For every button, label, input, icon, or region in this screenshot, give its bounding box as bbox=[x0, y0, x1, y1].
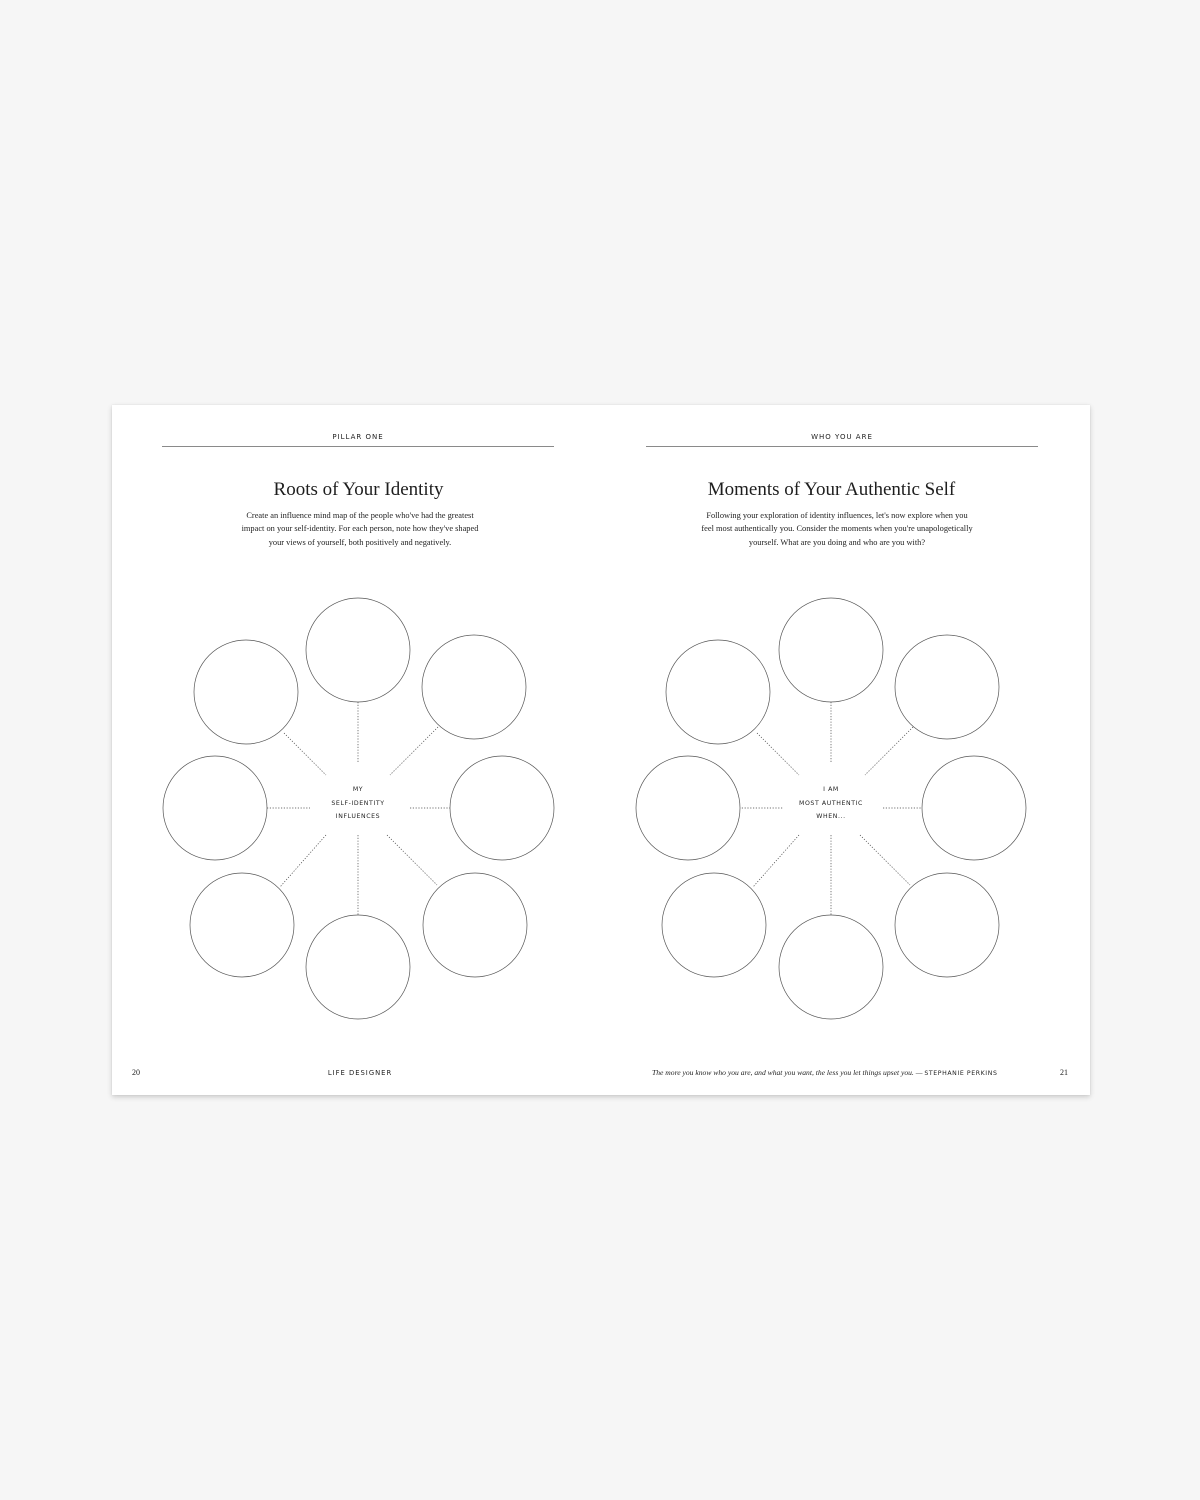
intro-line: feel most authentically you. Consider the moments when you're unapologetically bbox=[701, 524, 973, 534]
footer-book-title: LIFE DESIGNER bbox=[327, 1069, 393, 1077]
mind-map-circle bbox=[922, 756, 1026, 860]
center-label-line: MOST AUTHENTIC bbox=[799, 799, 863, 807]
intro-line: your views of yourself, both positively and negatively. bbox=[268, 537, 452, 547]
intro-line: Following your exploration of identity influences, let's now explore when you bbox=[706, 511, 968, 520]
mind-map-circle bbox=[895, 873, 999, 977]
quote-author: STEPHANIE PERKINS bbox=[924, 1070, 998, 1077]
page-number-left: 20 bbox=[132, 1068, 140, 1077]
left-page bbox=[112, 405, 601, 1095]
page-title-right: Moments of Your Authentic Self bbox=[707, 479, 956, 500]
page-number-right: 21 bbox=[1060, 1068, 1068, 1077]
intro-line: impact on your self-identity. For each person, note how they've shaped bbox=[241, 524, 479, 534]
center-label-line: I AM bbox=[823, 786, 839, 793]
center-label-right bbox=[771, 783, 891, 824]
footer-quote bbox=[652, 1068, 1052, 1079]
center-label-line: WHEN... bbox=[816, 813, 846, 820]
mind-map-circle bbox=[895, 635, 999, 739]
mind-map-right bbox=[601, 405, 1090, 1095]
mind-map-circle bbox=[666, 640, 770, 744]
mind-map-circle bbox=[306, 915, 410, 1019]
center-label-left bbox=[298, 783, 418, 824]
center-label-line: INFLUENCES bbox=[335, 813, 381, 820]
connector-line bbox=[390, 727, 438, 775]
mind-map-circle bbox=[194, 640, 298, 744]
mind-map-circle bbox=[423, 873, 527, 977]
connector-line bbox=[280, 835, 326, 887]
quote-text: The more you know who you are, and what you want, the less you let things upset you. — bbox=[652, 1068, 923, 1077]
running-head-right: WHO YOU ARE bbox=[646, 433, 1038, 447]
mind-map-circle bbox=[163, 756, 267, 860]
mind-map-circle bbox=[450, 756, 554, 860]
mind-map-circle bbox=[636, 756, 740, 860]
intro-line: Create an influence mind map of the people who've had the greatest bbox=[246, 511, 474, 520]
page-title-left: Roots of Your Identity bbox=[273, 479, 444, 500]
connector-line bbox=[757, 733, 799, 775]
mind-map-circle bbox=[662, 873, 766, 977]
connector-line bbox=[865, 727, 913, 775]
mind-map-circle bbox=[306, 598, 410, 702]
right-page bbox=[601, 405, 1090, 1095]
connector-line bbox=[284, 733, 326, 775]
center-label-line: MY bbox=[352, 786, 364, 793]
mind-map-circle bbox=[422, 635, 526, 739]
running-head-left: PILLAR ONE bbox=[162, 433, 554, 447]
center-label-line: SELF-IDENTITY bbox=[331, 799, 385, 807]
connector-line bbox=[860, 835, 910, 885]
mind-map-left bbox=[112, 405, 601, 1095]
mind-map-circle bbox=[779, 598, 883, 702]
mind-map-circle bbox=[190, 873, 294, 977]
intro-line: yourself. What are you doing and who are you with? bbox=[748, 537, 926, 547]
book-spread bbox=[112, 405, 1090, 1095]
connector-line bbox=[753, 835, 799, 887]
connector-line bbox=[387, 835, 437, 885]
mind-map-circle bbox=[779, 915, 883, 1019]
